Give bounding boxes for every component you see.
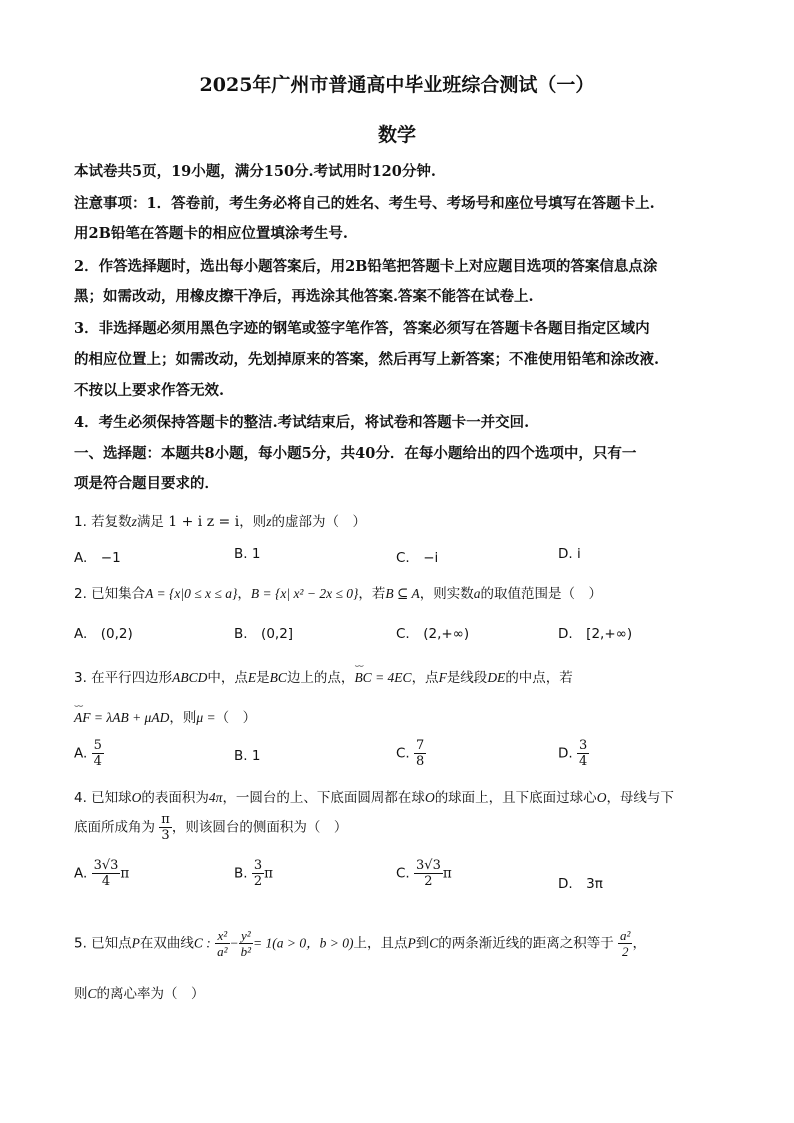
q4-line1-b: 的表面积为: [141, 790, 209, 806]
q5-c: C: [429, 935, 439, 951]
q4-option-a-num: 3√3: [93, 858, 119, 873]
q4-line1-e: ，母线与下: [606, 790, 674, 806]
note-3a: 3．非选择题必须用黑色字迹的钢笔或签字笔作答，答案必须写在答题卡各题目指定区域内: [74, 320, 650, 337]
question-4: [74, 786, 674, 806]
q1-option-a: A. −1: [74, 550, 121, 566]
q2-option-a: A. (0,2): [74, 626, 133, 642]
q3-text-e: ，点: [411, 670, 439, 686]
q3-text-a: 3. 在平行四边形: [74, 670, 173, 686]
q5-b2: b²: [240, 944, 252, 959]
q4-option-c-tail: π: [442, 865, 452, 882]
q4-option-c: [396, 858, 452, 889]
q2-option-b: B. (0,2]: [234, 626, 294, 642]
q5-y2: y²: [239, 928, 253, 944]
q3-option-d-num: 3: [578, 738, 588, 753]
q4-option-c-den: 2: [424, 874, 433, 889]
q3-option-c-den: 8: [416, 754, 425, 769]
q1-var-z-2: z: [266, 514, 272, 529]
question-3: [74, 666, 573, 686]
q5-line1-d: 到: [415, 935, 430, 952]
note-3c: 不按以上要求作答无效.: [74, 382, 225, 399]
q2-sep: ，: [237, 586, 251, 602]
q2-option-c: C. (2,+∞): [396, 626, 470, 642]
q4-option-a-den: 4: [101, 874, 111, 889]
q3-bc: BC: [269, 670, 287, 685]
q4-option-d: D. 3π: [558, 876, 603, 892]
exam-title: 2025年广州市普通高中毕业班综合测试（一）: [199, 74, 595, 96]
q3-line2-expr: ⌣⌣ AF = λAB + μAD: [74, 710, 169, 726]
q5-x-frac: [215, 928, 229, 959]
q3-line2-text: ，则: [169, 710, 197, 726]
q2-cond: B ⊆ A: [385, 586, 420, 601]
q3-option-d: [558, 738, 589, 769]
q3-line2-end: （ ）: [215, 710, 257, 726]
q1-option-b: B. 1: [234, 546, 261, 562]
q3-de: DE: [487, 670, 506, 685]
q2-text-d: 的取值范围是（ ）: [480, 586, 602, 602]
q5-minus: −: [229, 935, 239, 951]
q1-var-z: z: [131, 514, 137, 529]
q5-p-2: P: [407, 935, 416, 951]
q2-option-d: D. [2,+∞): [558, 626, 633, 642]
q4-option-b-label: B.: [234, 865, 248, 882]
q2-text-a: 2. 已知集合: [74, 586, 146, 602]
intro-text: 本试卷共5页，19小题，满分150分.考试用时120分钟.: [74, 163, 436, 180]
question-3-line2: [74, 706, 256, 726]
q3-option-d-frac: [577, 738, 589, 769]
q4-angle-num: π: [161, 812, 170, 827]
q5-line1-c: 上，且点: [353, 935, 408, 952]
q4-line2-a: 底面所成角为: [74, 819, 155, 836]
q5-p: P: [131, 935, 140, 951]
note-4: 4．考生必须保持答题卡的整洁.考试结束后，将试卷和答题卡一并交回.: [74, 414, 530, 431]
q1-text-c: ，则: [239, 514, 267, 530]
q4-line2-b: ，则该圆台的侧面积为（ ）: [171, 819, 348, 836]
q5-line1-f: ，: [632, 935, 646, 952]
q4-o-3: O: [596, 790, 607, 805]
q4-option-b-num: 3: [253, 858, 263, 873]
note-3b: 的相应位置上；如需改动，先划掉原来的答案，然后再写上新答案；不准使用铅笔和涂改液.: [74, 351, 660, 368]
q5-a2: a²: [217, 944, 228, 959]
section-heading-line2: 项是符合题目要求的．: [74, 475, 219, 492]
q4-area: 4π: [208, 790, 223, 805]
q3-option-c-num: 7: [416, 738, 425, 753]
q3-abcd: ABCD: [172, 670, 208, 685]
q3-text-c: 是: [256, 670, 270, 686]
q1-option-c: C. −i: [396, 550, 439, 566]
question-4-line2: [74, 812, 347, 843]
q3-option-a-num: 5: [93, 738, 102, 753]
q3-option-a: [74, 738, 104, 769]
q3-option-c-frac: [414, 738, 426, 769]
q4-o-2: O: [424, 790, 435, 805]
q3-text-f: 是线段: [446, 670, 488, 686]
q3-option-b: B. 1: [234, 748, 261, 764]
q5-line2: 则: [74, 986, 88, 1002]
q4-angle-den: 3: [161, 828, 170, 843]
q1-option-d: D. i: [558, 546, 581, 562]
q4-option-a-frac: [92, 858, 121, 889]
q4-angle-frac: [159, 812, 172, 843]
question-2: [74, 582, 602, 602]
question-1: [74, 510, 366, 530]
question-5: [74, 928, 646, 959]
q2-text-c: ，则实数: [419, 586, 474, 602]
q2-set-b: B = {x| x² − 2x ≤ 0}: [250, 586, 359, 601]
q5-c-colon: C :: [193, 935, 211, 951]
q4-line1-a: 4. 已知球: [74, 790, 132, 806]
q3-option-d-label: D.: [558, 745, 573, 762]
question-5-line2: [74, 982, 205, 1002]
q1-text-a: 1. 若复数: [74, 514, 132, 530]
note-1a: 注意事项：1．答卷前，考生务必将自己的姓名、考生号、考场号和座位号填写在答题卡上.: [74, 195, 655, 212]
q5-line1-b: 在双曲线: [139, 935, 194, 952]
q3-mu: μ =: [196, 710, 216, 725]
section-heading-line1: 一、选择题：本题共8小题，每小题5分，共40分．在每小题给出的四个选项中，只有一: [74, 445, 637, 462]
q3-f: F: [438, 670, 447, 685]
subject-title: 数学: [377, 124, 416, 146]
q4-option-c-num: 3√3: [416, 858, 441, 873]
q3-option-a-den: 4: [93, 754, 102, 769]
q4-line1-d: 的球面上，且下底面过球心: [434, 790, 597, 806]
q4-option-a-label: A.: [74, 865, 88, 882]
q3-text-d: 边上的点，: [286, 670, 355, 686]
q5-c-2: C: [87, 986, 97, 1001]
q2-var-a: a: [473, 586, 481, 601]
q3-option-a-label: A.: [74, 745, 88, 762]
q3-option-c: [396, 738, 426, 769]
q5-ratio-num: a²: [620, 928, 631, 943]
q4-o: O: [131, 790, 142, 805]
q5-eq-tail: = 1(a > 0，b > 0): [253, 935, 354, 951]
q4-option-b: [234, 858, 273, 889]
q4-line1-c: ，一圆台的上、下底面圆周都在球: [222, 790, 425, 806]
q5-line2-b: 的离心率为（ ）: [96, 986, 205, 1002]
q3-text-b: 中，点: [207, 670, 248, 686]
q4-option-c-label: C.: [396, 865, 410, 882]
q2-set-a: A = {x|0 ≤ x ≤ a}: [145, 586, 238, 601]
q1-text-b: 满足: [136, 514, 164, 530]
q5-ratio-frac: [618, 928, 632, 959]
q5-line1-a: 5. 已知点: [74, 935, 132, 952]
q1-expr: 1 + i z = i: [168, 514, 240, 530]
note-1b: 用2B铅笔在答题卡的相应位置填涂考生号.: [74, 225, 348, 242]
q5-x2: x²: [215, 928, 229, 944]
q4-option-a: [74, 858, 129, 889]
q1-text-d: 的虚部为（ ）: [271, 514, 366, 530]
q5-line1-e: 的两条渐近线的距离之积等于: [438, 935, 614, 952]
q3-option-d-den: 4: [578, 754, 588, 769]
q4-option-b-tail: π: [264, 865, 274, 882]
q3-option-a-frac: [92, 738, 104, 769]
q4-option-a-tail: π: [120, 865, 130, 882]
q4-option-b-den: 2: [253, 874, 263, 889]
q4-option-b-frac: [252, 858, 264, 889]
q5-y-frac: [239, 928, 253, 959]
q4-option-c-frac: [414, 858, 443, 889]
note-2a: 2．作答选择题时，选出每小题答案后，用2B铅笔把答题卡上对应题目选项的答案信息点涂: [74, 258, 658, 275]
q5-ratio-den: 2: [622, 944, 629, 959]
q3-text-g: 的中点，若: [505, 670, 573, 686]
q2-text-b: ，若: [358, 586, 386, 602]
q3-option-c-label: C.: [396, 745, 410, 762]
note-2b: 黑；如需改动，用橡皮擦干净后，再选涂其他答案.答案不能答在试卷上.: [74, 288, 534, 305]
q3-e: E: [247, 670, 257, 685]
q3-vector-eq: ⌣⌣ BC = 4EC: [354, 670, 411, 686]
